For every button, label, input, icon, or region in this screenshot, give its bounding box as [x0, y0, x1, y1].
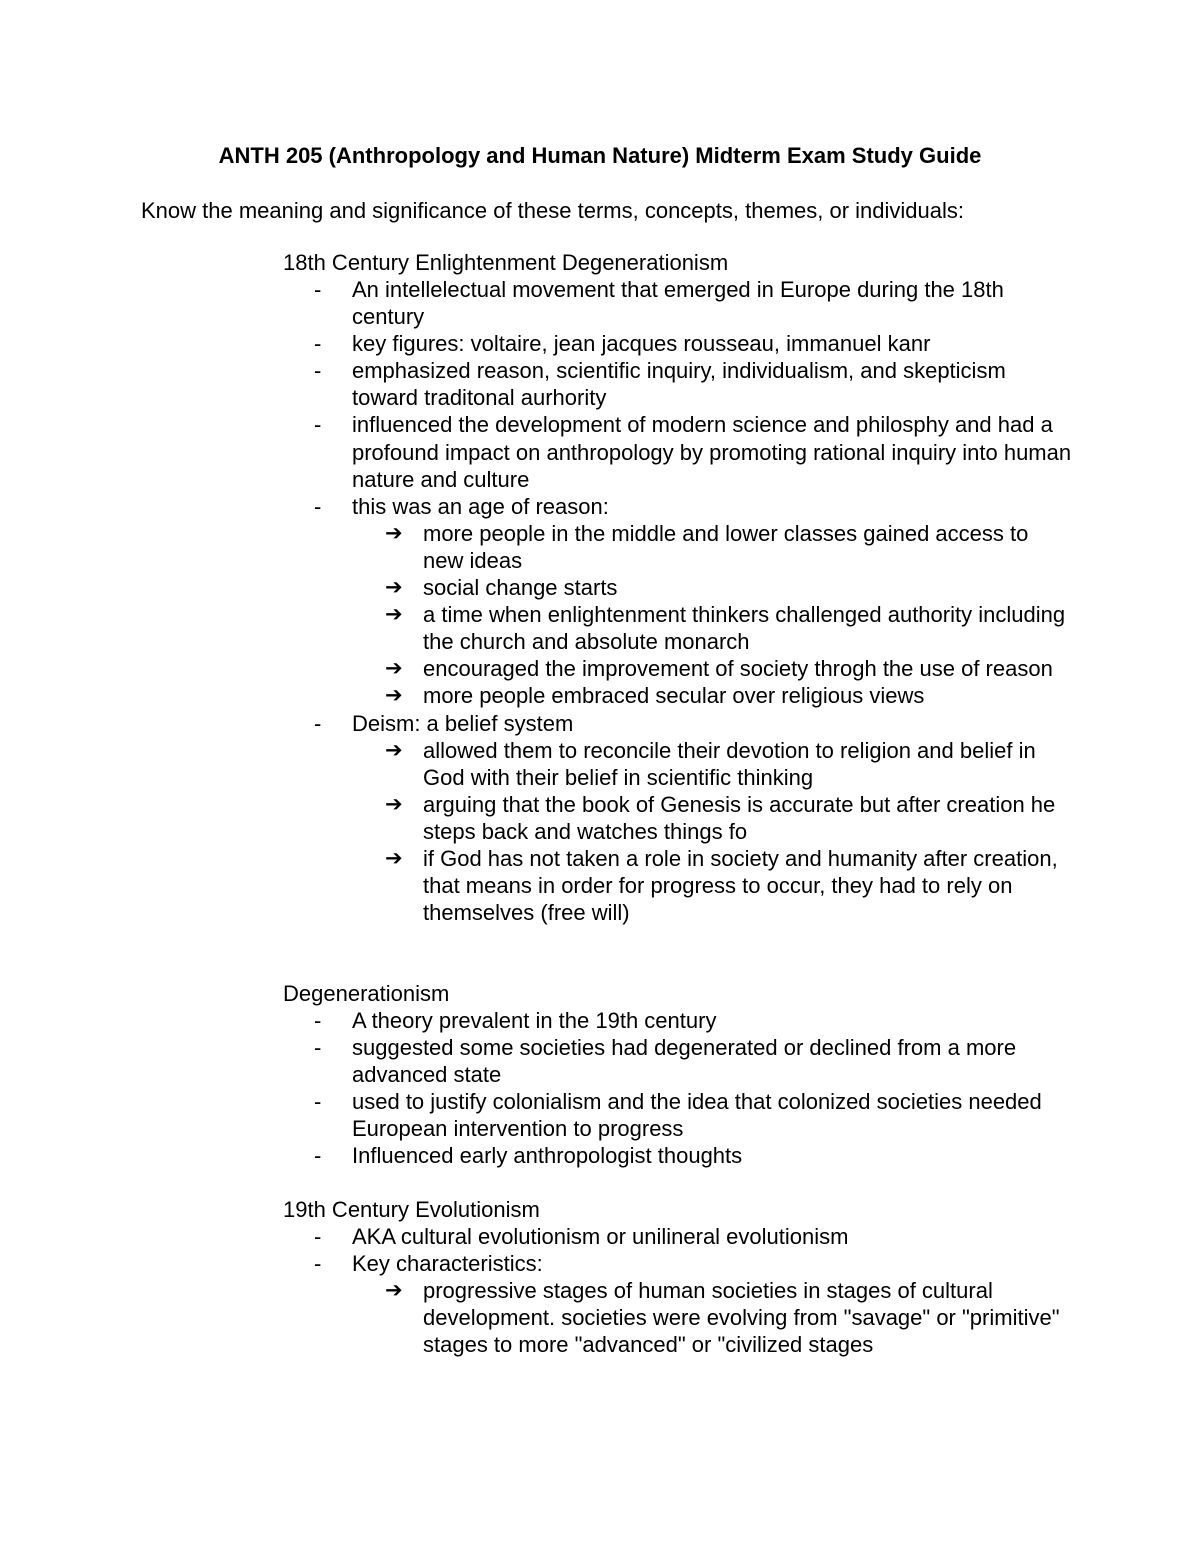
- arrow-bullet-icon: ➔: [385, 792, 403, 816]
- sub-list-item-text: arguing that the book of Genesis is accurate but after creation he steps back and watches things fo: [423, 791, 1056, 844]
- arrow-bullet-icon: ➔: [385, 576, 403, 600]
- intro-text: Know the meaning and significance of these terms, concepts, themes, or individuals:: [141, 198, 965, 223]
- list-item-text: Deism: a belief system: [352, 710, 574, 736]
- list-item-text: A theory prevalent in the 19th century: [352, 1008, 717, 1033]
- sub-list-item: [283, 791, 1073, 845]
- dash-bullet: -: [314, 1008, 322, 1033]
- sub-list-item: [283, 601, 1073, 655]
- list-item: [283, 411, 1073, 492]
- section-enlightenment: [283, 249, 1073, 926]
- sub-list-item-text: encouraged the improvement of society throgh the use of reason: [423, 656, 1053, 682]
- list-item-text: emphasized reason, scientific inquiry, individualism, and skepticism toward traditonal aurhority: [352, 358, 1006, 411]
- list-item: [283, 1223, 1073, 1250]
- sub-list-item-text: progressive stages of human societies in stages of cultural development. societies were evolving from "savage" or "primitive" stages to more "advanced" or "civilized stages: [423, 1278, 1060, 1358]
- dash-bullet: -: [314, 331, 322, 357]
- list-item-text: this was an age of reason:: [352, 493, 609, 519]
- list-item-text: influenced the development of modern science and philosphy and had a profound impact on anthropology by promoting rational inquiry into human nature and culture: [352, 412, 1072, 492]
- arrow-bullet-icon: ➔: [385, 684, 403, 708]
- list-item: [283, 1142, 1073, 1169]
- list-item: [283, 710, 1073, 737]
- list-item: [283, 1034, 1073, 1088]
- dash-bullet: -: [314, 412, 322, 438]
- arrow-bullet-icon: ➔: [385, 846, 403, 870]
- sub-list-item: [283, 655, 1073, 682]
- list-item: [283, 1250, 1073, 1277]
- list-item: [283, 1007, 1073, 1034]
- sub-list-item-text: more people in the middle and lower classes gained access to new ideas: [423, 520, 1029, 573]
- section-degenerationism: [283, 980, 1073, 1170]
- arrow-bullet-icon: ➔: [385, 521, 403, 545]
- list-item-text: suggested some societies had degenerated or declined from a more advanced state: [352, 1035, 1017, 1088]
- list-item-text: Key characteristics:: [352, 1251, 543, 1277]
- list-item: [283, 493, 1073, 520]
- arrow-bullet-icon: ➔: [385, 657, 403, 681]
- list-item-text: used to justify colonialism and the idea that colonized societies needed European intervention to progress: [352, 1089, 1042, 1142]
- list-item: [283, 357, 1073, 411]
- list-item: [283, 276, 1073, 330]
- dash-bullet: -: [314, 1251, 322, 1277]
- section-title: 18th Century Enlightenment Degenerationism: [283, 250, 729, 275]
- sub-list-item: [283, 1277, 1073, 1358]
- dash-bullet: -: [314, 1224, 322, 1249]
- list-item: [283, 1088, 1073, 1142]
- dash-bullet: -: [314, 277, 322, 302]
- sub-list-item-text: a time when enlightenment thinkers challenged authority including the church and absolute monarch: [423, 602, 1066, 655]
- sub-list-item: [283, 520, 1073, 574]
- list-item-text: AKA cultural evolutionism or unilineral evolutionism: [352, 1224, 849, 1249]
- dash-bullet: -: [314, 710, 322, 736]
- list-item: [283, 330, 1073, 357]
- sub-list-item: [283, 574, 1073, 601]
- section-evolutionism: [283, 1196, 1073, 1358]
- sub-list-item: [283, 737, 1073, 791]
- section-title: 19th Century Evolutionism: [283, 1197, 540, 1222]
- arrow-bullet-icon: ➔: [385, 603, 403, 627]
- section-title: Degenerationism: [283, 981, 450, 1006]
- sub-list-item-text: if God has not taken a role in society and humanity after creation, that means in order for progress to occur, they had to rely on themselves (free will): [423, 845, 1058, 926]
- arrow-bullet-icon: ➔: [385, 738, 403, 762]
- dash-bullet: -: [314, 493, 322, 519]
- sub-list-item: [283, 845, 1073, 926]
- arrow-bullet-icon: ➔: [385, 1279, 403, 1303]
- list-item-text: An intellelectual movement that emerged in Europe during the 18th century: [352, 277, 1004, 330]
- sub-list-item-text: more people embraced secular over religious views: [423, 683, 925, 709]
- dash-bullet: -: [314, 358, 322, 384]
- dash-bullet: -: [314, 1035, 322, 1061]
- document-title: ANTH 205 (Anthropology and Human Nature) Midterm Exam Study Guide: [218, 143, 982, 168]
- list-item-text: key figures: voltaire, jean jacques rousseau, immanuel kanr: [352, 331, 931, 357]
- dash-bullet: -: [314, 1089, 322, 1115]
- dash-bullet: -: [314, 1143, 322, 1169]
- list-item-text: Influenced early anthropologist thoughts: [352, 1143, 743, 1169]
- sub-list-item-text: allowed them to reconcile their devotion to religion and belief in God with their belief in scientific thinking: [423, 737, 1036, 790]
- sub-list-item: [283, 682, 1073, 709]
- sub-list-item-text: social change starts: [423, 575, 618, 601]
